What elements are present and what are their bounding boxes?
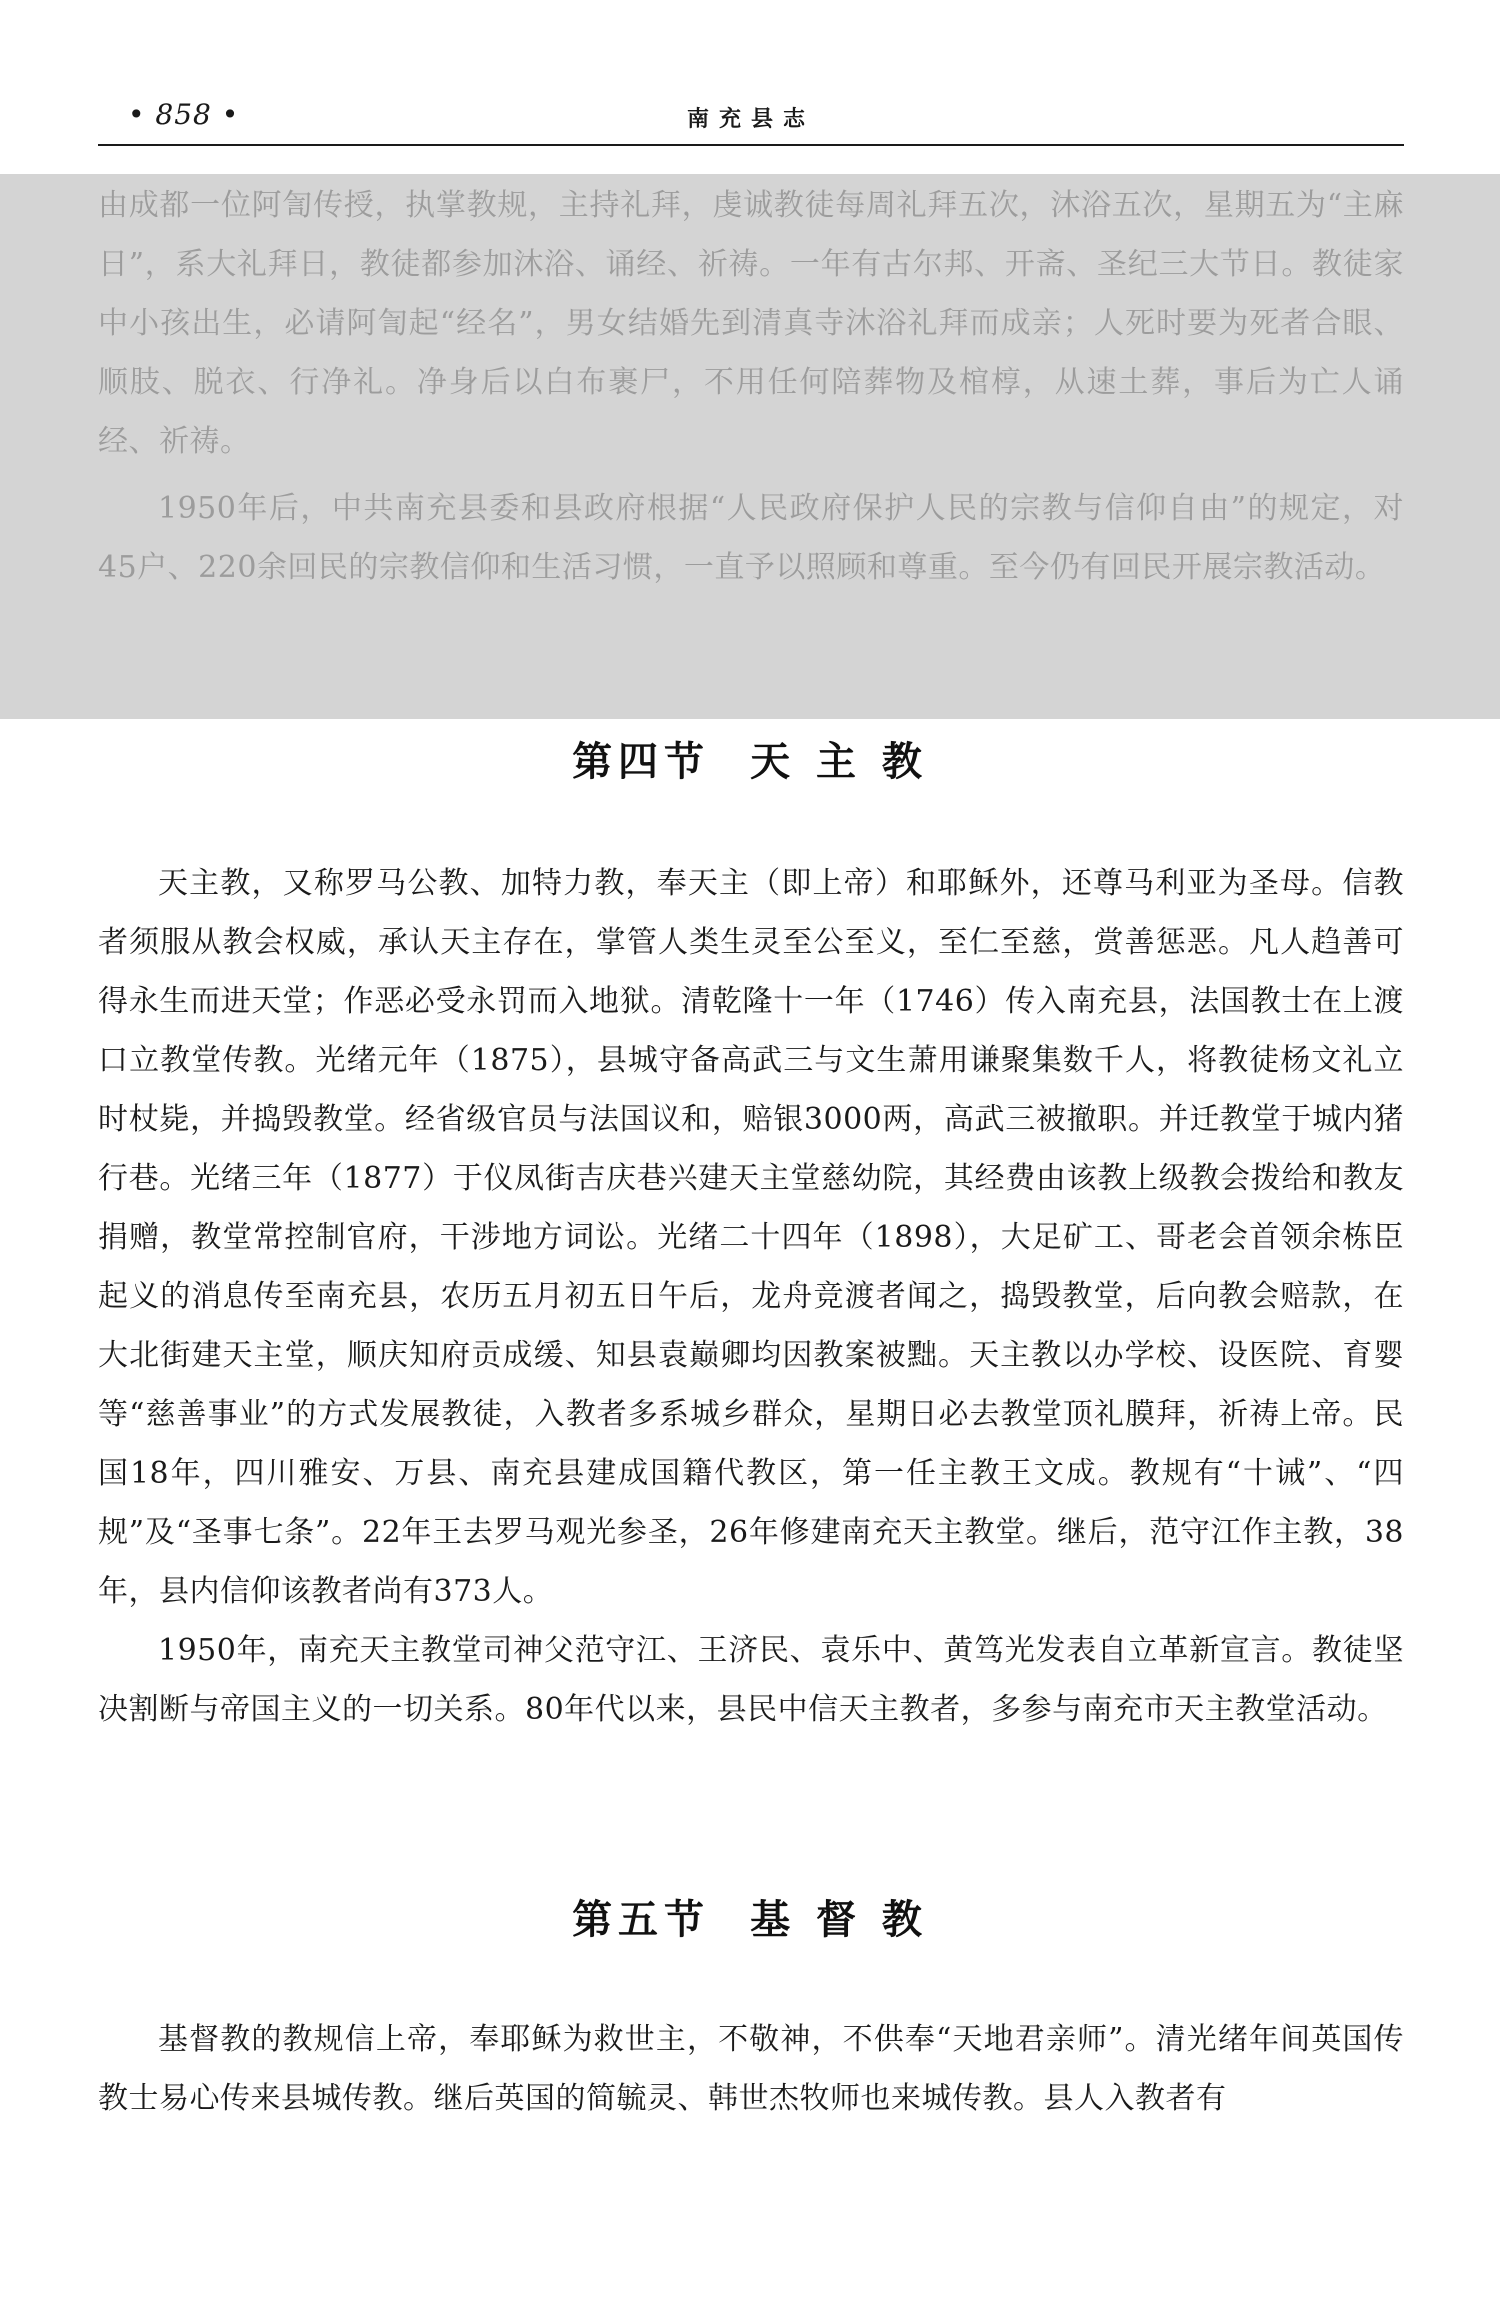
section-4-paragraph-2: 1950年，南充天主教堂司神父范守江、王济民、袁乐中、黄笃光发表自立革新宣言。教徒坚决割断与帝国主义的一切关系。80年代以来，县民中信天主教者，多参与南充市天主教堂活动。: [98, 1633, 1404, 1727]
section-4-title: 天 主 教: [750, 738, 928, 785]
faded-text-block: [98, 176, 1404, 597]
page-number: • 858 •: [128, 98, 240, 131]
page-header: [98, 92, 1404, 146]
faded-paragraph-1: 由成都一位阿訇传授，执掌教规，主持礼拜，虔诚教徒每周礼拜五次，沐浴五次，星期五为“主麻日”，系大礼拜日，教徒都参加沐浴、诵经、祈祷。一年有古尔邦、开斋、圣纪三大节日。教徒家中小孩出生，必请阿訇起“经名”，男女结婚先到清真寺沐浴礼拜而成亲；人死时要为死者合眼、顺肢、脱衣、行净礼。净身后以白布裹尸，不用任何陪葬物及棺椁，从速土葬，事后为亡人诵经、祈祷。: [98, 188, 1404, 459]
section-5-heading: [0, 1888, 1500, 1945]
section-4-paragraph-1: 天主教，又称罗马公教、加特力教，奉天主（即上帝）和耶稣外，还尊马利亚为圣母。信教者须服从教会权威，承认天主存在，掌管人类生灵至公至义，至仁至慈，赏善惩恶。凡人趋善可得永生而进天堂；作恶必受永罚而入地狱。清乾隆十一年（1746）传入南充县，法国教士在上渡口立教堂传教。光绪元年（1875），县城守备高武三与文生萧用谦聚集数千人，将教徒杨文礼立时杖毙，并捣毁教堂。经省级官员与法国议和，赔银3000两，高武三被撤职。并迁教堂于城内猪行巷。光绪三年（1877）于仪凤街吉庆巷兴建天主堂慈幼院，其经费由该教上级教会拨给和教友捐赠，教堂常控制官府，干涉地方词讼。光绪二十四年（1898），大足矿工、哥老会首领余栋臣起义的消息传至南充县，农历五月初五日午后，龙舟竞渡者闻之，捣毁教堂，后向教会赔款，在大北街建天主堂，顺庆知府贡成缓、知县袁巅卿均因教案被黜。天主教以办学校、设医院、育婴等“慈善事业”的方式发展教徒，入教者多系城乡群众，星期日必去教堂顶礼膜拜，祈祷上帝。民国18年，四川雅安、万县、南充县建成国籍代教区，第一任主教王文成。教规有“十诫”、“四规”及“圣事七条”。22年王去罗马观光参圣，26年修建南充天主教堂。继后，范守江作主教，38年，县内信仰该教者尚有373人。: [98, 866, 1404, 1609]
section-5-number: 第五节: [572, 1896, 711, 1943]
running-title: 南充县志: [686, 106, 815, 132]
faded-paragraph-2: 1950年后，中共南充县委和县政府根据“人民政府保护人民的宗教与信仰自由”的规定，对45户、220余回民的宗教信仰和生活习惯，一直予以照顾和尊重。至今仍有回民开展宗教活动。: [98, 491, 1404, 585]
section-4-heading: [0, 730, 1500, 787]
section-4-body: [98, 854, 1404, 1739]
section-5-body: [98, 2010, 1404, 2128]
section-5-paragraph-1: 基督教的教规信上帝，奉耶稣为救世主，不敬神，不供奉“天地君亲师”。清光绪年间英国传教士易心传来县城传教。继后英国的简毓灵、韩世杰牧师也来城传教。县人入教者有: [98, 2022, 1404, 2116]
section-4-number: 第四节: [572, 738, 711, 785]
section-5-title: 基 督 教: [750, 1896, 928, 1943]
